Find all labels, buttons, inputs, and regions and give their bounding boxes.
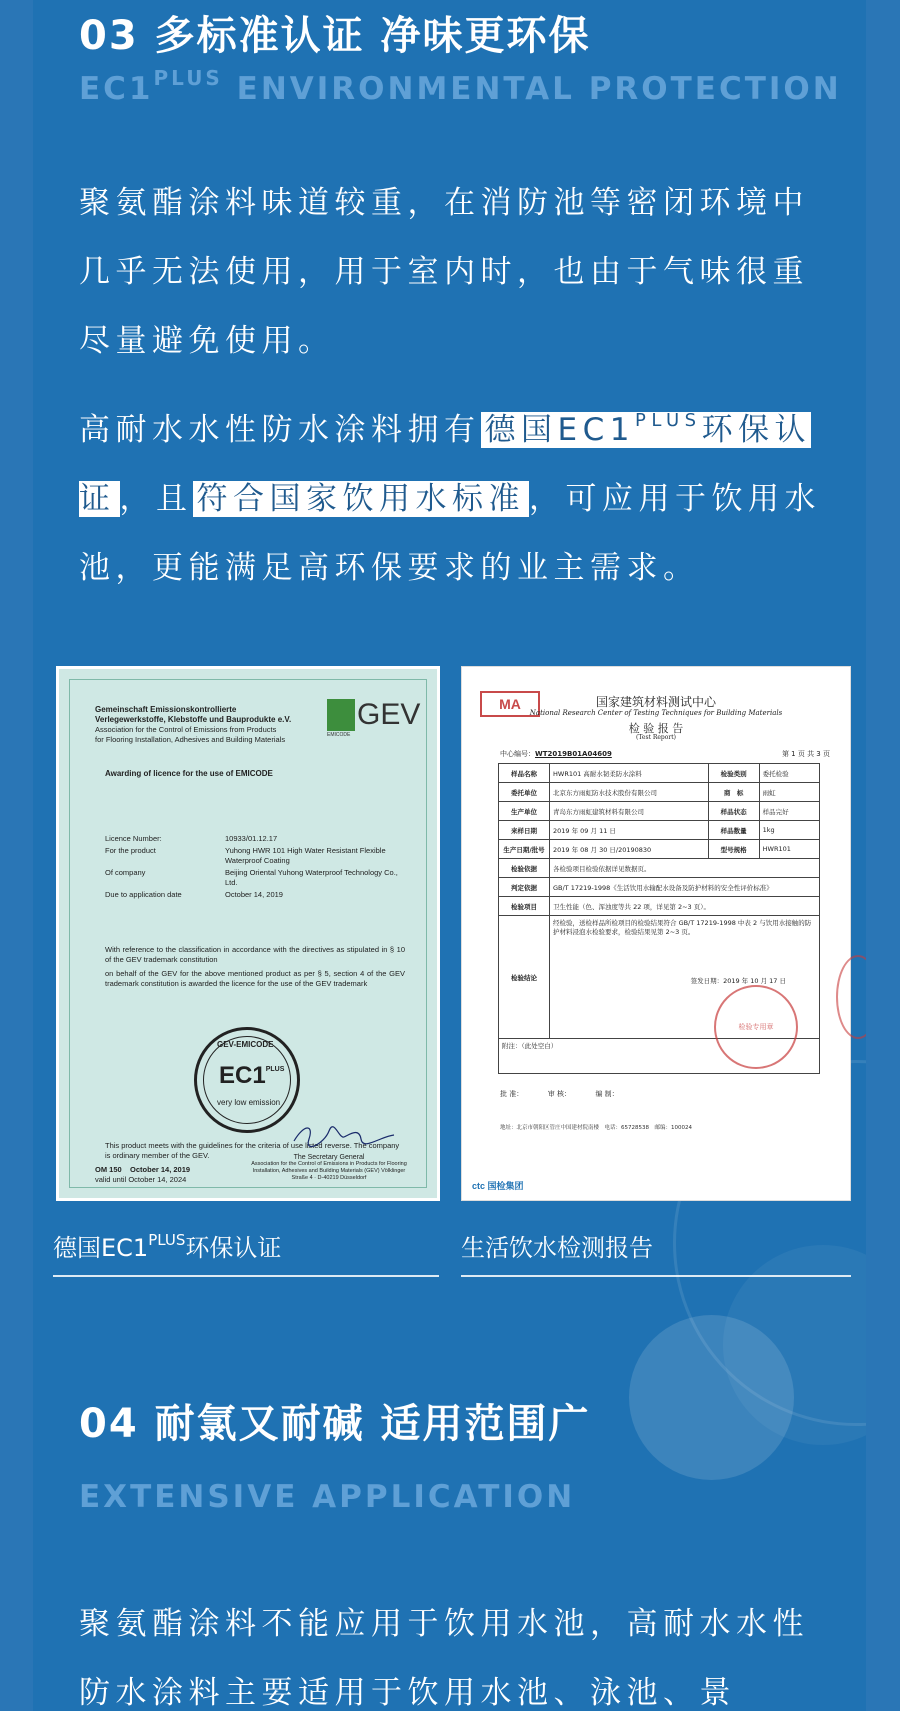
- report-sign-line: 批 准： 审 核： 编 制：: [500, 1090, 619, 1098]
- caption-underline: [53, 1275, 439, 1277]
- cma-stamp: MA: [480, 691, 540, 717]
- gev-behalf-text: on behalf of the GEV for the above mentioned product as per § 5, section 4 of the GEV trademark constitution is awarded the licence for the use of the GEV trademark: [105, 969, 405, 988]
- highlight-drinking-water-standard: 符合国家饮用水标准: [193, 481, 530, 517]
- ec1-plus-seal: GEV-EMICODE $EC1^{PLUS}$ very low emission: [194, 1027, 300, 1133]
- report-center-en: National Research Center of Testing Techniques for Building Materials: [529, 709, 783, 717]
- section4-subtitle: EXTENSIVE APPLICATION: [79, 1479, 576, 1515]
- content-panel: [33, 0, 866, 1711]
- gev-certificate-image: [56, 666, 440, 1201]
- decorative-circle: [629, 1315, 794, 1480]
- gev-logo: GEV EMICODE: [327, 698, 421, 738]
- report-title-en: (Test Report): [636, 734, 676, 741]
- gev-secretary: The Secretary General Association for the Control of Emissions in Products for Flooring Installation, Adhesives and Building Materials (GEV) Völklinger Straße 4 · D-40219 Düsseldorf: [251, 1154, 407, 1181]
- gev-awarding-heading: Awarding of licence for the use of EMICODE: [105, 769, 273, 778]
- section3-paragraph-1: 聚氨酯涂料味道较重，在消防池等密闭环境中几乎无法使用，用于室内时，也由于气味很重尽量避免使用。: [79, 185, 809, 359]
- caption-ec1plus: 德国$EC1^{PLUS}$环保认证: [53, 1231, 282, 1262]
- report-title-cn: 检 验 报 告: [628, 722, 684, 735]
- gev-details: Licence Number: 10933/01.12.17 For the product Yuhong HWR 101 High Water Resistant Flexible Waterproof Coating Of company Beijing Oriental Yuhong Waterproof Technology Co., Ltd. Due to application date October 14, 2019: [105, 834, 398, 899]
- test-report-image: [461, 666, 851, 1201]
- section4-title: 04 耐氯又耐碱 适用范围广: [79, 1401, 591, 1447]
- ctc-logo: ctc 国检集团: [472, 1181, 524, 1191]
- section4-paragraph: 聚氨酯涂料不能应用于饮用水池，高耐水水性防水涂料主要适用于饮用水池、泳池、景: [79, 1606, 809, 1711]
- highlight-ec1plus: 德国$EC1^{PLUS}$环保认证: [79, 410, 812, 517]
- edge-seal: [836, 955, 866, 1039]
- report-table: 样品名称 HWR101 高耐水韧柔防水涂料 检验类别 委托检验 委托单位 北京东方雨虹防水技术股份有限公司 商 标 雨虹 生产单位 青岛东方雨虹建筑材料有限公司 样品状态 样品完好 来样日期 2019 年 09 月 11 日 样品数量 1kg 生产日期/批号 2019 年 08 月 30 日/20190830 型号规格 HWR101 检验依据 各检验项目检验依据详见数据页。 判定依据 GB/T 17219-1998《生活饮用水输配水设备及防护材料的安全性评价标准》 检验项目 卫生性能（色、浑浊度等共 22 项，详见第 2~3 页）。 检验结论 经检验，送检样品所检项目的检验结果符合 GB/T 17219-1998 中表 2 与饮用水接触的防护材料浸泡水检验要求，检验结果见第 2~3 页。 签发日期：2019 年 10 月 17 日 附注：（此处空白）: [498, 763, 820, 1074]
- report-number-line: 中心编号：WT2019B01A04609 第 1 页 共 3 页: [500, 750, 830, 758]
- caption-underline: [461, 1275, 851, 1277]
- signature: [289, 1119, 399, 1149]
- caption-water-report: 生活饮水检测报告: [461, 1234, 653, 1262]
- report-address: 地址：北京市朝阳区管庄中国建材院南楼 电话：65728538 邮编：100024: [500, 1125, 692, 1131]
- gev-organization: Gemeinschaft Emissionskontrollierte Verlegewerkstoffe, Klebstoffe und Bauprodukte e.V. Association for the Control of Emissions from Products for Flooring Installation, Adhesives and Building Materials: [95, 705, 292, 744]
- inspection-seal: 检验专用章: [714, 985, 798, 1069]
- gev-meets-text: This product meets with the guidelines for the criteria of use listed reverse. The company is ordinary member of the GEV.: [105, 1141, 400, 1160]
- section3-paragraph-2: 高耐水水性防水涂料拥有 德国$EC1^{PLUS}$环保认证 ，且 符合国家饮用水标准 ，可应用于饮用水池，更能满足高环保要求的业主需求。: [79, 410, 821, 586]
- gev-om-block: OM 150 October 14, 2019 valid until October 14, 2024: [95, 1165, 191, 1184]
- gev-reference-text: With reference to the classification in accordance with the directives as stipulated in § 10 of the GEV trademark constitution: [105, 945, 405, 964]
- section3-subtitle: $EC1^{PLUS}$ ENVIRONMENTAL PROTECTION: [79, 66, 842, 107]
- section3-title: 03 多标准认证 净味更环保: [79, 13, 591, 59]
- report-center-cn: 国家建筑材料测试中心: [595, 695, 716, 709]
